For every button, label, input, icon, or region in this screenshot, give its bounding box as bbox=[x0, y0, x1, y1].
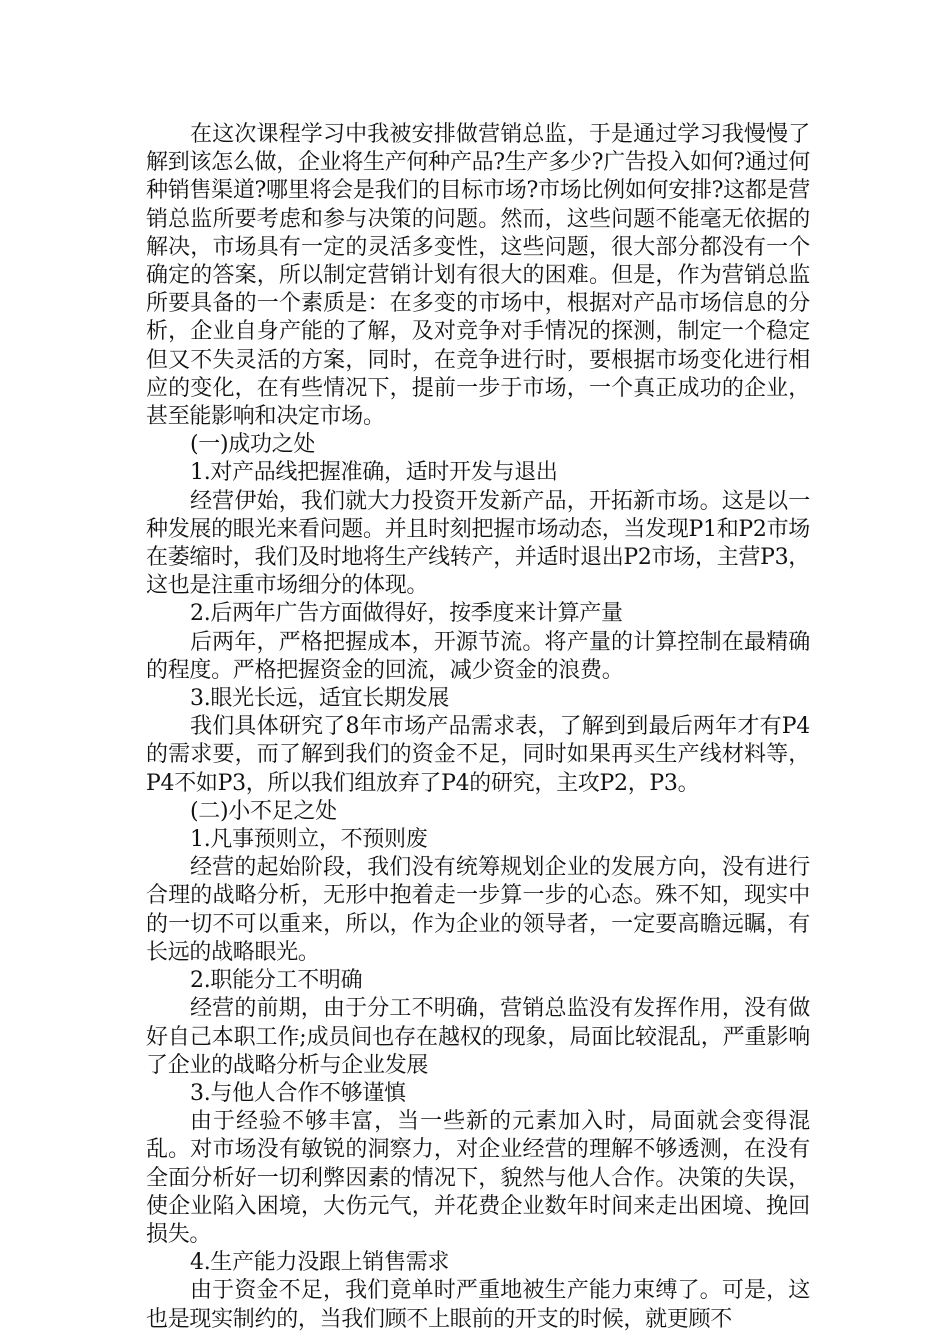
subheading-product-line: 1.对产品线把握准确，适时开发与退出 bbox=[190, 460, 558, 486]
subheading-production-capacity: 4.生产能力没跟上销售需求 bbox=[190, 1250, 450, 1276]
paragraph-intro: 在这次课程学习中我被安排做营销总监，于是通过学习我慢慢了解到该怎么做，企业将生产何种产品?生产多少?广告投入如何?通过何种销售渠道?哪里将会是我们的目标市场?市场比例如何安排?这都是营销总监所要考虑和参与决策的问题。然而，这些问题不能毫无依据的解决，市场具有一定的灵活多变性，这些问题，很大部分都没有一个确定的答案，所以制定营销计划有很大的困难。但是，作为营销总监所要具备的一个素质是：在多变的市场中，根据对产品市场信息的分析，企业自身产能的了解，及对竞争对手情况的探测，制定一个稳定但又不失灵活的方案，同时，在竞争进行时，要根据市场变化进行相应的变化，在有些情况下，提前一步于市场，一个真正成功的企业，甚至能影响和决定市场。 bbox=[146, 122, 810, 430]
section-heading-successes: (一)成功之处 bbox=[190, 432, 316, 458]
paragraph-long-term-vision: 我们具体研究了8年市场产品需求表，了解到到最后两年才有P4的需求要，而了解到我们的资金不足，同时如果再买生产线材料等，P4不如P3，所以我们组放弃了P4的研究，主攻P2，P3。 bbox=[146, 714, 810, 796]
paragraph-advertising: 后两年，严格把握成本，开源节流。将产量的计算控制在最精确的程度。严格把握资金的回流，减少资金的浪费。 bbox=[146, 629, 810, 683]
document-body bbox=[146, 121, 810, 1334]
subheading-advertising: 2.后两年广告方面做得好，按季度来计算产量 bbox=[190, 601, 623, 627]
section-heading-shortcomings: (二)小不足之处 bbox=[190, 798, 337, 824]
paragraph-production-capacity: 由于资金不足，我们竟单时严重地被生产能力束缚了。可是，这也是现实制约的，当我们顾不上眼前的开支的时候，就更顾不 bbox=[146, 1278, 810, 1332]
paragraph-planning: 经营的起始阶段，我们没有统筹规划企业的发展方向，没有进行合理的战略分析，无形中抱着走一步算一步的心态。殊不知，现实中的一切不可以重来，所以，作为企业的领导者，一定要高瞻远瞩，有长远的战略眼光。 bbox=[146, 855, 810, 965]
subheading-division-of-labor: 2.职能分工不明确 bbox=[190, 968, 363, 994]
paragraph-product-line: 经营伊始，我们就大力投资开发新产品，开拓新市场。这是以一种发展的眼光来看问题。并且时刻把握市场动态，当发现P1和P2市场在萎缩时，我们及时地将生产线转产，并适时退出P2市场，主营P3，这也是注重市场细分的体现。 bbox=[146, 488, 811, 599]
subheading-cooperation: 3.与他人合作不够谨慎 bbox=[190, 1080, 406, 1106]
subheading-planning: 1.凡事预则立，不预则废 bbox=[190, 827, 428, 853]
subheading-long-term-vision: 3.眼光长远，适宜长期发展 bbox=[190, 686, 450, 712]
paragraph-cooperation: 由于经验不够丰富，当一些新的元素加入时，局面就会变得混乱。对市场没有敏锐的洞察力，对企业经营的理解不够透测，在没有全面分析好一切利弊因素的情况下，貌然与他人合作。决策的失误，使企业陷入困境，大伤元气，并花费企业数年时间来走出困境、挽回损失。 bbox=[146, 1109, 810, 1247]
paragraph-division-of-labor: 经营的前期，由于分工不明确，营销总监没有发挥作用，没有做好自己本职工作;成员间也存在越权的现象，局面比较混乱，严重影响了企业的战略分析与企业发展 bbox=[146, 996, 810, 1078]
